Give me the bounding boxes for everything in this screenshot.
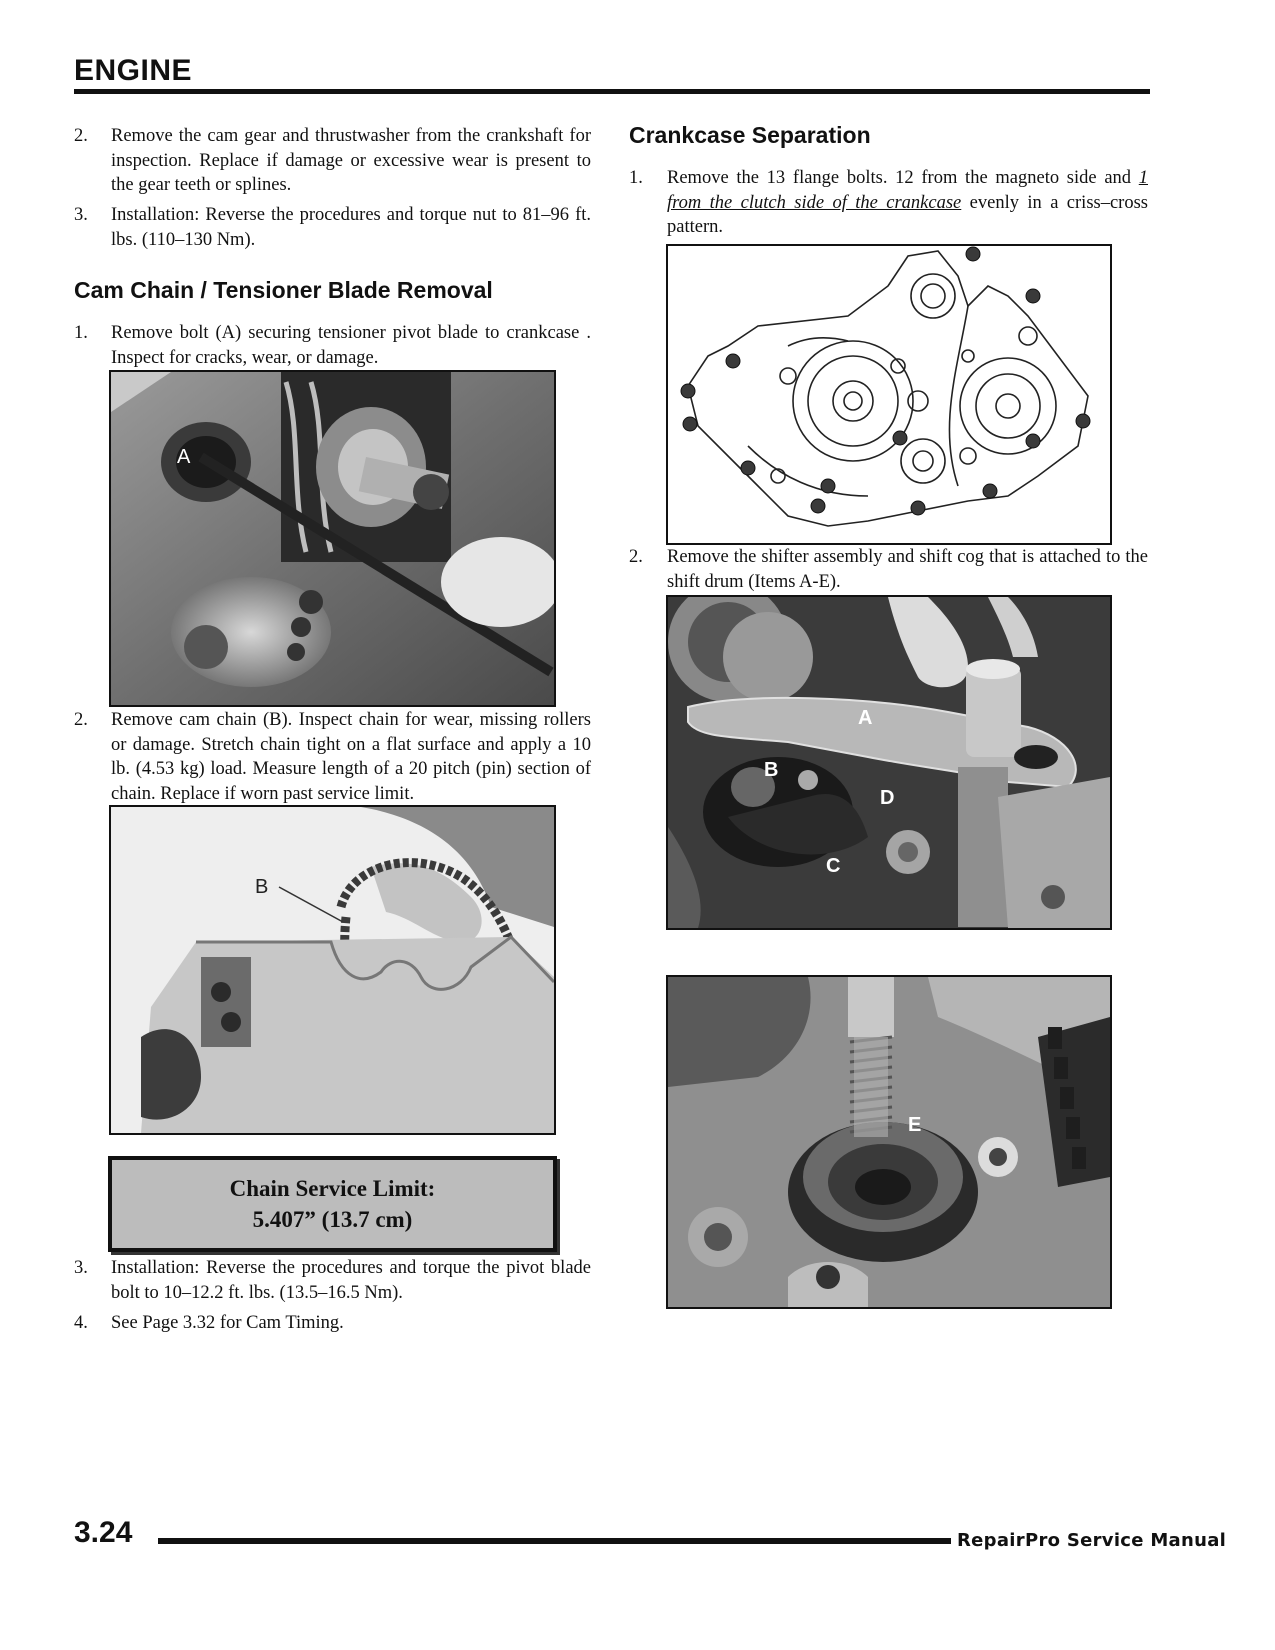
shifter-assembly-photo [666,595,1112,930]
list-item-text: Remove bolt (A) securing tensioner pivot blade to crankcase . Inspect for cracks, wear, or damage. [111,323,591,368]
list-item-text: Installation: Reverse the procedures and torque the pivot blade bolt to 10–12.2 ft. lbs. (13.5–16.5 Nm). [111,1258,591,1303]
photo-label-a: A [858,707,873,729]
crankcase-bolt-diagram [666,244,1112,545]
list-number: 2. [74,126,88,146]
tensioner-bolt-photo [109,370,556,707]
list-item-text: Remove the cam gear and thrustwasher from the crankshaft for inspection. Replace if damage or excessive wear is present to the gear teeth or splines. [111,126,591,195]
manual-title: RepairPro Service Manual [957,1530,1227,1551]
step-text-part: evenly in a criss–cross pattern. [667,192,1148,237]
list-number: 3. [74,205,88,225]
footer-rule [158,1538,951,1544]
callout-value: 5.407” (13.7 cm) [252,1207,413,1232]
list-item-text: Remove cam chain (B). Inspect chain for wear, missing rollers or damage. Stretch chain tight on a flat surface and apply a 10 lb. (4.53 kg) load. Measure length of a 20 pitch (pin) section of chain. Replace if worn past service limit. [111,710,591,804]
step-text-part: Remove the 13 flange bolts. 12 from the magneto side and [667,168,1139,188]
list-number: 2. [629,547,643,567]
page-header-title: ENGINE [74,54,193,87]
callout-title: Chain Service Limit: [229,1176,436,1201]
photo-label-e: E [908,1114,922,1136]
list-number: 1. [629,168,643,188]
photo-label-b: B [764,759,779,781]
list-number: 2. [74,710,88,730]
list-item-text: See Page 3.32 for Cam Timing. [111,1313,344,1333]
shift-drum-photo [666,975,1112,1309]
list-item-text: Remove the shifter assembly and shift cog that is attached to the shift drum (Items A-E). [667,547,1148,592]
photo-label-b: B [255,876,269,898]
header-rule [74,89,1150,94]
list-number: 4. [74,1313,88,1333]
list-number: 3. [74,1258,88,1278]
cam-chain-photo [109,805,556,1135]
list-number: 1. [74,323,88,343]
list-item-text [667,166,1148,240]
section-title-crankcase-separation: Crankcase Separation [629,122,871,148]
step-text-underlined: 1 from the clutch side of the crankcase [667,168,1148,213]
chain-service-limit-callout [108,1156,557,1252]
photo-label-c: C [826,855,841,877]
photo-label-d: D [880,787,895,809]
section-title-cam-chain: Cam Chain / Tensioner Blade Removal [74,277,493,303]
photo-label-a: A [177,446,191,468]
page-number: 3.24 [74,1516,133,1549]
list-item-text: Installation: Reverse the procedures and torque nut to 81–96 ft. lbs. (110–130 Nm). [111,205,591,250]
